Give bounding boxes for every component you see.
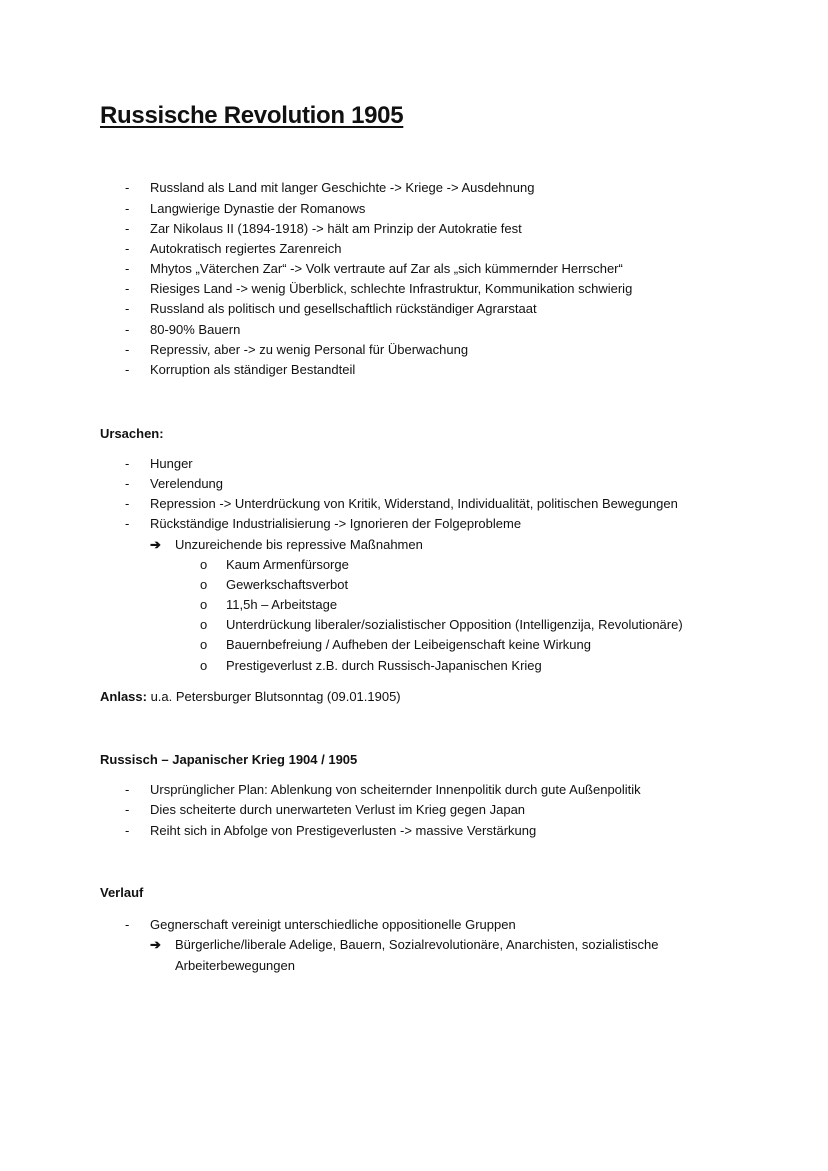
dash-bullet-icon: - bbox=[125, 362, 130, 377]
list-item: Rückständige Industrialisierung -> Ignorieren der Folgeprobleme bbox=[150, 516, 522, 531]
anlass-label: Anlass: bbox=[100, 689, 147, 704]
list-item: Russland als politisch und gesellschaftlich rückständiger Agrarstaat bbox=[150, 301, 537, 316]
circle-bullet-icon: o bbox=[200, 637, 208, 652]
list-item: Reiht sich in Abfolge von Prestigeverlusten -> massive Verstärkung bbox=[150, 823, 537, 838]
list-item: 80-90% Bauern bbox=[150, 322, 241, 337]
list-item: Russland als Land mit langer Geschichte -> Kriege -> Ausdehnung bbox=[150, 180, 535, 195]
list-item: Mhytos „Väterchen Zar“ -> Volk vertraute auf Zar als „sich kümmernder Herrscher“ bbox=[150, 261, 623, 276]
list-item: Verelendung bbox=[150, 476, 224, 491]
list-item: Korruption als ständiger Bestandteil bbox=[150, 362, 356, 377]
sub-list-item: Gewerkschaftsverbot bbox=[226, 577, 349, 592]
list-item: Repressiv, aber -> zu wenig Personal für Überwachung bbox=[150, 342, 469, 357]
dash-bullet-icon: - bbox=[125, 261, 130, 276]
list-item: Riesiges Land -> wenig Überblick, schlechte Infrastruktur, Kommunikation schwierig bbox=[150, 281, 633, 296]
conclusion-item: Unzureichende bis repressive Maßnahmen bbox=[175, 537, 423, 552]
dash-bullet-icon: - bbox=[125, 476, 130, 491]
anlass-text: u.a. Petersburger Blutsonntag (09.01.1905) bbox=[146, 689, 401, 704]
circle-bullet-icon: o bbox=[200, 658, 208, 673]
sub-list-item: Unterdrückung liberaler/sozialistischer Opposition (Intelligenzija, Revolutionäre) bbox=[226, 617, 683, 632]
circle-bullet-icon: o bbox=[200, 557, 208, 572]
arrow-right-icon: ➔ bbox=[150, 937, 161, 952]
list-item: Gegnerschaft vereinigt unterschiedliche oppositionelle Gruppen bbox=[150, 917, 516, 932]
dash-bullet-icon: - bbox=[125, 180, 130, 195]
sub-list-item: Prestigeverlust z.B. durch Russisch-Japanischen Krieg bbox=[226, 658, 542, 673]
list-item: Repression -> Unterdrückung von Kritik, Widerstand, Individualität, politischen Bewegungen bbox=[150, 496, 678, 511]
section-heading-verlauf: Verlauf bbox=[100, 885, 144, 900]
dash-bullet-icon: - bbox=[125, 201, 130, 216]
list-item: Ursprünglicher Plan: Ablenkung von scheiternder Innenpolitik durch gute Außenpolitik bbox=[150, 782, 641, 797]
list-item: Dies scheiterte durch unerwarteten Verlust im Krieg gegen Japan bbox=[150, 802, 526, 817]
list-item: Autokratisch regiertes Zarenreich bbox=[150, 241, 342, 256]
dash-bullet-icon: - bbox=[125, 342, 130, 357]
dash-bullet-icon: - bbox=[125, 241, 130, 256]
anlass-line bbox=[100, 688, 401, 706]
page-title: Russische Revolution 1905 bbox=[100, 102, 404, 129]
circle-bullet-icon: o bbox=[200, 577, 208, 592]
dash-bullet-icon: - bbox=[125, 221, 130, 236]
dash-bullet-icon: - bbox=[125, 281, 130, 296]
dash-bullet-icon: - bbox=[125, 782, 130, 797]
section-heading-krieg: Russisch – Japanischer Krieg 1904 / 1905 bbox=[100, 752, 358, 767]
dash-bullet-icon: - bbox=[125, 516, 130, 531]
dash-bullet-icon: - bbox=[125, 301, 130, 316]
circle-bullet-icon: o bbox=[200, 597, 208, 612]
list-item: Zar Nikolaus II (1894-1918) -> hält am Prinzip der Autokratie fest bbox=[150, 221, 522, 236]
list-item: Hunger bbox=[150, 456, 193, 471]
dash-bullet-icon: - bbox=[125, 823, 130, 838]
list-item: Langwierige Dynastie der Romanows bbox=[150, 201, 366, 216]
conclusion-item-continued: Arbeiterbewegungen bbox=[175, 958, 295, 973]
dash-bullet-icon: - bbox=[125, 802, 130, 817]
dash-bullet-icon: - bbox=[125, 456, 130, 471]
dash-bullet-icon: - bbox=[125, 917, 130, 932]
section-heading-ursachen: Ursachen: bbox=[100, 426, 164, 441]
sub-list-item: Kaum Armenfürsorge bbox=[226, 557, 349, 572]
sub-list-item: 11,5h – Arbeitstage bbox=[226, 597, 338, 612]
dash-bullet-icon: - bbox=[125, 322, 130, 337]
conclusion-item: Bürgerliche/liberale Adelige, Bauern, Sozialrevolutionäre, Anarchisten, sozialistische bbox=[175, 937, 659, 952]
arrow-right-icon: ➔ bbox=[150, 537, 161, 552]
circle-bullet-icon: o bbox=[200, 617, 208, 632]
sub-list-item: Bauernbefreiung / Aufheben der Leibeigenschaft keine Wirkung bbox=[226, 637, 591, 652]
dash-bullet-icon: - bbox=[125, 496, 130, 511]
